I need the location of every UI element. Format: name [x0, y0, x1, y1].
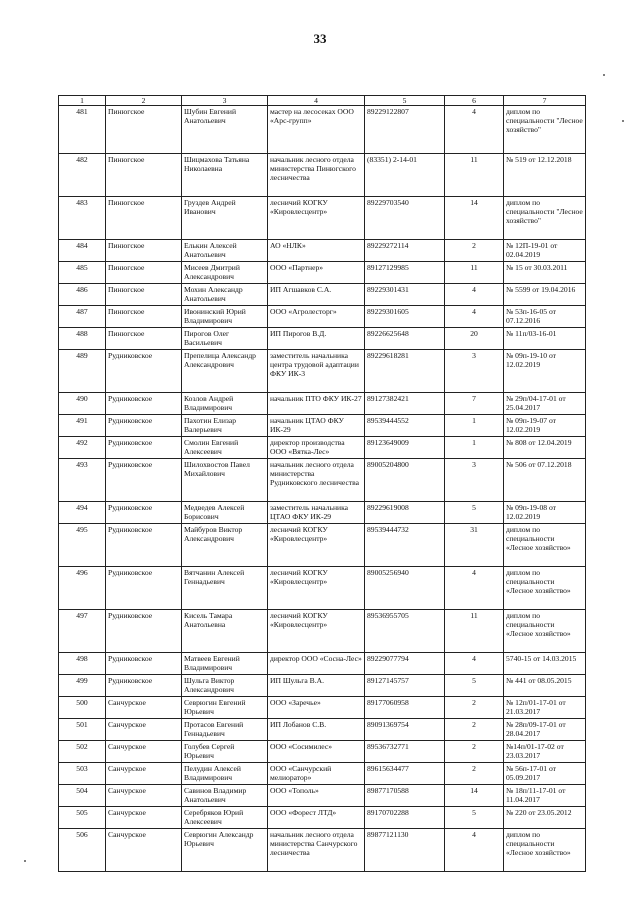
- cell-phone: 89123649009: [365, 437, 445, 459]
- table-row: [59, 675, 586, 697]
- cell-number: 488: [59, 328, 106, 350]
- cell-full-name: Медведев Алексей Борисович: [182, 502, 268, 524]
- cell-number: 502: [59, 741, 106, 763]
- table-row: [59, 154, 586, 197]
- cell-phone: 89877170588: [365, 785, 445, 807]
- cell-number: 504: [59, 785, 106, 807]
- table-row: [59, 719, 586, 741]
- cell-position: директор производства ООО «Вятка-Лес»: [268, 437, 365, 459]
- cell-experience: 4: [445, 567, 504, 610]
- cell-full-name: Ивонинский Юрий Владимирович: [182, 306, 268, 328]
- cell-number: 503: [59, 763, 106, 785]
- cell-number: 496: [59, 567, 106, 610]
- cell-position: начальник ПТО ФКУ ИК-27: [268, 393, 365, 415]
- cell-number: 483: [59, 197, 106, 240]
- cell-certificate: № 09п-19-10 от 12.02.2019: [504, 350, 586, 393]
- cell-certificate: № 11п/03-16-01: [504, 328, 586, 350]
- cell-phone: 89229272114: [365, 240, 445, 262]
- specialist-registry-table: [58, 95, 586, 872]
- cell-certificate: № 808 от 12.04.2019: [504, 437, 586, 459]
- cell-district: Пинюгское: [106, 284, 182, 306]
- cell-experience: 2: [445, 240, 504, 262]
- cell-number: 482: [59, 154, 106, 197]
- cell-experience: 5: [445, 807, 504, 829]
- cell-position: директор ООО «Сосна-Лес»: [268, 653, 365, 675]
- cell-position: лесничий КОГКУ «Кировлесцентр»: [268, 524, 365, 567]
- cell-phone: 89539444732: [365, 524, 445, 567]
- table-row: [59, 829, 586, 872]
- cell-number: 505: [59, 807, 106, 829]
- cell-district: Санчурское: [106, 741, 182, 763]
- cell-district: Рудниковское: [106, 675, 182, 697]
- cell-experience: 11: [445, 262, 504, 284]
- cell-district: Рудниковское: [106, 437, 182, 459]
- cell-experience: 11: [445, 610, 504, 653]
- scan-speck: [24, 860, 26, 862]
- cell-full-name: Шилохвостов Павел Михайлович: [182, 459, 268, 502]
- cell-district: Санчурское: [106, 807, 182, 829]
- cell-position: ООО «Сосимилес»: [268, 741, 365, 763]
- table-row: [59, 240, 586, 262]
- cell-position: лесничий КОГКУ «Кировлесцентр»: [268, 197, 365, 240]
- page-number: 33: [313, 31, 327, 46]
- cell-phone: 89229301431: [365, 284, 445, 306]
- cell-phone: 89229619008: [365, 502, 445, 524]
- cell-full-name: Кисель Тамара Анатольевна: [182, 610, 268, 653]
- table-row: [59, 785, 586, 807]
- cell-district: Санчурское: [106, 829, 182, 872]
- cell-position: ООО «Партнер»: [268, 262, 365, 284]
- cell-phone: 89229618281: [365, 350, 445, 393]
- table-row: [59, 807, 586, 829]
- table-row: [59, 524, 586, 567]
- cell-certificate: № 506 от 07.12.2018: [504, 459, 586, 502]
- cell-full-name: Вятчанин Алексей Геннадьевич: [182, 567, 268, 610]
- column-header-district: 2: [106, 96, 182, 106]
- cell-phone: 89005204800: [365, 459, 445, 502]
- cell-experience: 20: [445, 328, 504, 350]
- cell-phone: (83351) 2-14-01: [365, 154, 445, 197]
- cell-position: начальник ЦТАО ФКУ ИК-29: [268, 415, 365, 437]
- cell-district: Санчурское: [106, 719, 182, 741]
- cell-position: ИП Шульга В.А.: [268, 675, 365, 697]
- cell-certificate: диплом по специальности «Лесное хозяйство»: [504, 524, 586, 567]
- cell-district: Рудниковское: [106, 610, 182, 653]
- cell-experience: 2: [445, 741, 504, 763]
- cell-position: ООО «Санчурский мелиоратор»: [268, 763, 365, 785]
- cell-certificate: №14п/01-17-02 от 23.03.2017: [504, 741, 586, 763]
- cell-experience: 31: [445, 524, 504, 567]
- cell-certificate: 5740-15 от 14.03.2015: [504, 653, 586, 675]
- cell-full-name: Елькин Алексей Анатольевич: [182, 240, 268, 262]
- table-row: [59, 197, 586, 240]
- cell-position: ООО «Форест ЛТД»: [268, 807, 365, 829]
- cell-phone: 89539444552: [365, 415, 445, 437]
- cell-phone: 89229122807: [365, 106, 445, 154]
- scan-speck: [622, 120, 624, 122]
- cell-full-name: Савинов Владимир Анатольевич: [182, 785, 268, 807]
- cell-district: Рудниковское: [106, 524, 182, 567]
- cell-number: 485: [59, 262, 106, 284]
- table-row: [59, 350, 586, 393]
- cell-experience: 2: [445, 719, 504, 741]
- cell-phone: 89536955705: [365, 610, 445, 653]
- column-header-certificate: 7: [504, 96, 586, 106]
- cell-full-name: Севрюгин Евгений Юрьевич: [182, 697, 268, 719]
- cell-number: 481: [59, 106, 106, 154]
- cell-full-name: Майбуров Виктор Александрович: [182, 524, 268, 567]
- cell-number: 494: [59, 502, 106, 524]
- cell-full-name: Препелица Александр Александрович: [182, 350, 268, 393]
- cell-district: Пинюгское: [106, 262, 182, 284]
- cell-district: Рудниковское: [106, 502, 182, 524]
- cell-number: 506: [59, 829, 106, 872]
- cell-number: 486: [59, 284, 106, 306]
- table-row: [59, 284, 586, 306]
- cell-full-name: Пирогов Олег Васильевич: [182, 328, 268, 350]
- cell-number: 498: [59, 653, 106, 675]
- cell-number: 493: [59, 459, 106, 502]
- cell-district: Пинюгское: [106, 328, 182, 350]
- cell-certificate: № 56п-17-01 от 05.09.2017: [504, 763, 586, 785]
- cell-number: 500: [59, 697, 106, 719]
- column-header-experience: 6: [445, 96, 504, 106]
- column-header-phone: 5: [365, 96, 445, 106]
- cell-position: АО «НЛК»: [268, 240, 365, 262]
- cell-district: Санчурское: [106, 785, 182, 807]
- cell-district: Рудниковское: [106, 393, 182, 415]
- cell-position: ООО «Агролесторг»: [268, 306, 365, 328]
- cell-district: Рудниковское: [106, 350, 182, 393]
- table-row: [59, 502, 586, 524]
- table-row: [59, 653, 586, 675]
- table-row: [59, 262, 586, 284]
- cell-district: Санчурское: [106, 697, 182, 719]
- cell-certificate: № 12п/01-17-01 от 21.03.2017: [504, 697, 586, 719]
- cell-certificate: № 5599 от 19.04.2016: [504, 284, 586, 306]
- cell-full-name: Шицмахова Татьяна Николаевна: [182, 154, 268, 197]
- cell-district: Пинюгское: [106, 106, 182, 154]
- cell-full-name: Серебряков Юрий Алексеевич: [182, 807, 268, 829]
- cell-experience: 4: [445, 284, 504, 306]
- cell-position: ИП Лобанов С.В.: [268, 719, 365, 741]
- cell-certificate: № 53п-16-05 от 07.12.2016: [504, 306, 586, 328]
- cell-phone: 89177060958: [365, 697, 445, 719]
- cell-full-name: Шубин Евгений Анатольевич: [182, 106, 268, 154]
- cell-full-name: Матвеев Евгений Владимирович: [182, 653, 268, 675]
- cell-experience: 5: [445, 675, 504, 697]
- cell-phone: 89536732771: [365, 741, 445, 763]
- table-row: [59, 741, 586, 763]
- table-row: [59, 415, 586, 437]
- cell-full-name: Голубев Сергей Юрьевич: [182, 741, 268, 763]
- cell-position: лесничий КОГКУ «Кировлесцентр»: [268, 567, 365, 610]
- cell-certificate: № 441 от 08.05.2015: [504, 675, 586, 697]
- cell-experience: 2: [445, 763, 504, 785]
- cell-certificate: диплом по специальности «Лесное хозяйство»: [504, 610, 586, 653]
- cell-phone: 89615634477: [365, 763, 445, 785]
- cell-full-name: Шульга Виктор Александрович: [182, 675, 268, 697]
- cell-position: начальник лесного отдела министерства Рудниковского лесничества: [268, 459, 365, 502]
- cell-full-name: Смолин Евгений Алексеевич: [182, 437, 268, 459]
- cell-phone: 89877121130: [365, 829, 445, 872]
- cell-phone: 89229077794: [365, 653, 445, 675]
- cell-phone: 89127129985: [365, 262, 445, 284]
- cell-certificate: № 220 от 23.05.2012: [504, 807, 586, 829]
- cell-position: ООО «Заречье»: [268, 697, 365, 719]
- cell-position: ООО «Тополь»: [268, 785, 365, 807]
- cell-district: Рудниковское: [106, 415, 182, 437]
- cell-phone: 89229703540: [365, 197, 445, 240]
- cell-number: 499: [59, 675, 106, 697]
- cell-experience: 4: [445, 306, 504, 328]
- cell-full-name: Пелудин Алексей Владимирович: [182, 763, 268, 785]
- cell-number: 492: [59, 437, 106, 459]
- cell-position: ИП Агшавков С.А.: [268, 284, 365, 306]
- cell-experience: 7: [445, 393, 504, 415]
- cell-number: 490: [59, 393, 106, 415]
- cell-position: ИП Пирогов В.Д.: [268, 328, 365, 350]
- cell-number: 495: [59, 524, 106, 567]
- table-row: [59, 106, 586, 154]
- table-row: [59, 459, 586, 502]
- table-row: [59, 437, 586, 459]
- table-row: [59, 697, 586, 719]
- table-header-row: [59, 96, 586, 106]
- column-header-position: 4: [268, 96, 365, 106]
- cell-phone: 89229301605: [365, 306, 445, 328]
- cell-certificate: № 519 от 12.12.2018: [504, 154, 586, 197]
- cell-certificate: № 09п-19-07 от 12.02.2019: [504, 415, 586, 437]
- cell-phone: 89005256940: [365, 567, 445, 610]
- cell-certificate: № 15 от 30.03.2011: [504, 262, 586, 284]
- cell-experience: 3: [445, 459, 504, 502]
- cell-experience: 2: [445, 697, 504, 719]
- cell-experience: 5: [445, 502, 504, 524]
- cell-phone: 89127382421: [365, 393, 445, 415]
- cell-certificate: № 29п/04-17-01 от 25.04.2017: [504, 393, 586, 415]
- cell-certificate: № 12П-19-01 от 02.04.2019: [504, 240, 586, 262]
- cell-phone: 89127145757: [365, 675, 445, 697]
- column-header-number: 1: [59, 96, 106, 106]
- cell-phone: 89170702288: [365, 807, 445, 829]
- cell-position: начальник лесного отдела министерства Пинюгского лесничества: [268, 154, 365, 197]
- cell-certificate: № 28п/09-17-01 от 28.04.2017: [504, 719, 586, 741]
- cell-certificate: диплом по специальности «Лесное хозяйство»: [504, 567, 586, 610]
- cell-experience: 4: [445, 829, 504, 872]
- cell-experience: 4: [445, 653, 504, 675]
- cell-phone: 89091369754: [365, 719, 445, 741]
- cell-number: 491: [59, 415, 106, 437]
- cell-position: мастер на лесосеках ООО «Арс-групп»: [268, 106, 365, 154]
- cell-district: Пинюгское: [106, 306, 182, 328]
- cell-experience: 3: [445, 350, 504, 393]
- cell-full-name: Козлов Андрей Владимирович: [182, 393, 268, 415]
- cell-experience: 14: [445, 197, 504, 240]
- cell-experience: 4: [445, 106, 504, 154]
- cell-full-name: Протасов Евгений Геннадьевич: [182, 719, 268, 741]
- cell-full-name: Пахотин Елизар Валерьевич: [182, 415, 268, 437]
- scan-speck: [603, 74, 605, 76]
- table-row: [59, 393, 586, 415]
- cell-full-name: Мохин Александр Анатольевич: [182, 284, 268, 306]
- table-row: [59, 567, 586, 610]
- cell-full-name: Мисеев Дмитрий Александрович: [182, 262, 268, 284]
- cell-experience: 1: [445, 437, 504, 459]
- cell-number: 484: [59, 240, 106, 262]
- cell-full-name: Груздев Андрей Иванович: [182, 197, 268, 240]
- cell-experience: 11: [445, 154, 504, 197]
- table-row: [59, 306, 586, 328]
- cell-certificate: диплом по специальности "Лесное хозяйство": [504, 197, 586, 240]
- cell-district: Рудниковское: [106, 459, 182, 502]
- cell-certificate: диплом по специальности "Лесное хозяйство": [504, 106, 586, 154]
- cell-full-name: Севрюгин Александр Юрьевич: [182, 829, 268, 872]
- cell-experience: 1: [445, 415, 504, 437]
- cell-number: 489: [59, 350, 106, 393]
- table-row: [59, 763, 586, 785]
- cell-district: Пинюгское: [106, 240, 182, 262]
- table-row: [59, 328, 586, 350]
- cell-certificate: диплом по специальности «Лесное хозяйство»: [504, 829, 586, 872]
- cell-number: 497: [59, 610, 106, 653]
- cell-number: 501: [59, 719, 106, 741]
- cell-number: 487: [59, 306, 106, 328]
- cell-district: Рудниковское: [106, 567, 182, 610]
- cell-district: Пинюгское: [106, 197, 182, 240]
- cell-certificate: № 18п/11-17-01 от 11.04.2017: [504, 785, 586, 807]
- cell-position: заместитель начальника центра трудовой адаптации ФКУ ИК-3: [268, 350, 365, 393]
- cell-position: заместитель начальника ЦТАО ФКУ ИК-29: [268, 502, 365, 524]
- cell-certificate: № 09п-19-08 от 12.02.2019: [504, 502, 586, 524]
- cell-district: Пинюгское: [106, 154, 182, 197]
- cell-position: начальник лесного отдела министерства Санчурского лесничества: [268, 829, 365, 872]
- column-header-full-name: 3: [182, 96, 268, 106]
- cell-position: лесничий КОГКУ «Кировлесцентр»: [268, 610, 365, 653]
- cell-phone: 89226625648: [365, 328, 445, 350]
- cell-district: Санчурское: [106, 763, 182, 785]
- cell-experience: 14: [445, 785, 504, 807]
- table-row: [59, 610, 586, 653]
- cell-district: Рудниковское: [106, 653, 182, 675]
